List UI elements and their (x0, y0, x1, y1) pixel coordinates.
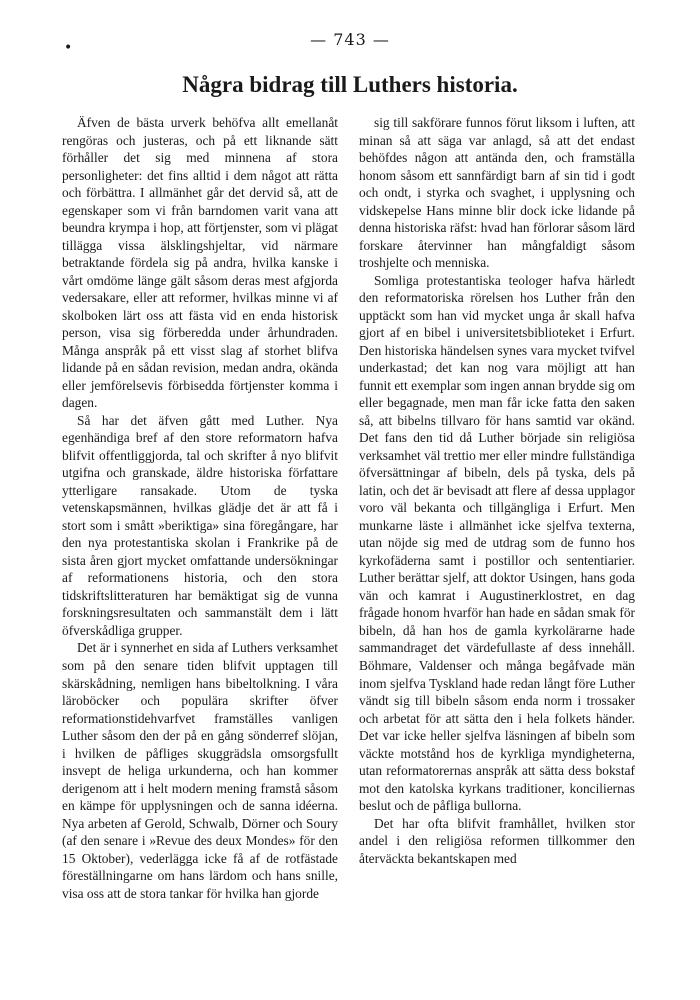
paragraph: sig till sakförare funnos förut liksom i luften, att minan så att säga var anlagd, så att det endast behöfdes någon att antända den, och framställa honom såsom ett sannfärdigt barn af sin tid i godt och ondt, i styrka och svaghet, i upplysning och vidskepelse Hans minne blir dock icke lidande på denna historiska räfst: hvad han förlorar såsom lärd forskare återvinner han mångfaldigt såsom troshjelte och menniska. (359, 115, 635, 271)
paragraph: Det är i synnerhet en sida af Luthers verksamhet som på den senare tiden blifvit upptagen till skärskådning, nemligen hans bibeltolkning. I våra läroböcker och populära skrifter öfver reformationstidehvarfvet framställes vanligen Luther såsom den der på en gång sönderref slöjan, i hvilken de påfliges skuggrädsla omsorgsfullt insvept de heliga urkunderna, och han kommer derigenom att i helt modern mening framstå såsom en kämpe för upplysningen och de sanna idéerna. Nya arbeten af Gerold, Schwalb, Dörner och Soury (af den senare i »Revue des deux Mondes» för den 15 Oktober), vederlägga icke få af de rotfästade föreställningarne om hans lärdom och hans snille, visa oss att de stora tankar för hvilka han gjorde (62, 640, 338, 901)
paragraph: Det har ofta blifvit framhållet, hvilken stor andel i den religiösa reformen tillkommer den återväckta bekantskapen med (359, 815, 635, 866)
right-column (359, 114, 635, 867)
page-number: — 743 — (310, 30, 390, 49)
article-title: Några bidrag till Luthers historia. (182, 72, 518, 97)
paragraph: Somliga protestantiska teologer hafva härledt den reformatoriska rörelsen hos Luther från den upptäckt som han vid mycket unga år skall hafva gjort af en bibel i universitetsbiblioteket i Erfurt. Den historiska händelsen synes vara mycket tvifvel underkastad; det kan nog vara möjligt att han funnit ett exemplar som ingen annan brydde sig om eller begagnade, men man får icke fatta den saken så, att bibelns tillvaro för hans samtid var okänd. Det fans den tid då Luther började sin religiösa verksamhet väl trettio mer eller mindre fullständiga öfversättningar af bibeln, dels på tyska, dels på latin, och det är bevisadt att flere af dessa upplagor voro väl bekanta och tillgängliga i Erfurt. Men munkarne läste i allmänhet icke sjelfva texterna, utan nöjde sig med de utdrag som de funno hos kyrkofäderna samt i postillor och sententiarier. Luther berättar sjelf, att doktor Usingen, hans goda vän och kamrat i Augustinerklostret, en dag frågade honom hvarför han hade en sådan smak för bibeln, då han hos de gamla kyrkolärarne hade sammandraget det värdefullaste af dess innehåll. Böhmare, Valdenser och många begåfvade män inom sjelfva Tyskland hade redan långt före Luther vändt sig till bibeln såsom enda norm i trossaker och arbetat för att sätta den i hela folkets händer. Det var icke heller sjelfva läsningen af bibeln som väckte motstånd hos de kyrkliga myndigheterna, utan reformatorernas anspråk att sätta dess bokstaf mot den katolska kyrkans traditioner, konciliernas beslut och de påfliga bullorna. (359, 272, 635, 814)
paragraph: Äfven de bästa urverk behöfva allt emellanåt rengöras och justeras, och på ett liknande sätt förhåller det sig med minnena af stora personligheter: det fins alltid i dem något att rätta och förbättra. I allmänhet går det dervid så, att de egenskaper som vi från barndomen varit vana att beundra krympa i hop, att förtjenster, som vi plägat tillägga vissa älsklingshjeltar, vid närmare betraktande fördela sig på andra, hvilka kanske i vårt omdöme länge gält såsom deras mest afgjorda vedersakare, eller att reformer, hvilkas minne vi af skolboken lärt oss att fästa vid en enda historisk person, visa sig förberedda under århundraden. Många anspråk på ett visst slag af storhet blifva lidande på en sådan revision, medan andra, okända eller jemförelsevis förbisedda förtjenster komma i dagen. (62, 115, 338, 411)
left-column (62, 114, 338, 902)
print-mark: • (64, 40, 73, 56)
paragraph: Så har det äfven gått med Luther. Nya egenhändiga bref af den store reformatorn hafva blifvit offentliggjorda, tal och skrifter å nyo blifvit utgifna och granskade, äldre historiska författare ytterligare ransakade. Utom de tyska vetenskapsmännen, hvilkas glädje det är att få i stort som i smått »beriktiga» sina föregångare, har den nya protestantiska skolan i Frankrike på de sista åren gjort mycket omfattande undersökningar af reformationens historia, och den stora tidskriftslitteraturen har bemäktigat sig de vunna forskningsresultaten och sammanstält dem i lätt öfverskådliga grupper. (62, 412, 338, 638)
